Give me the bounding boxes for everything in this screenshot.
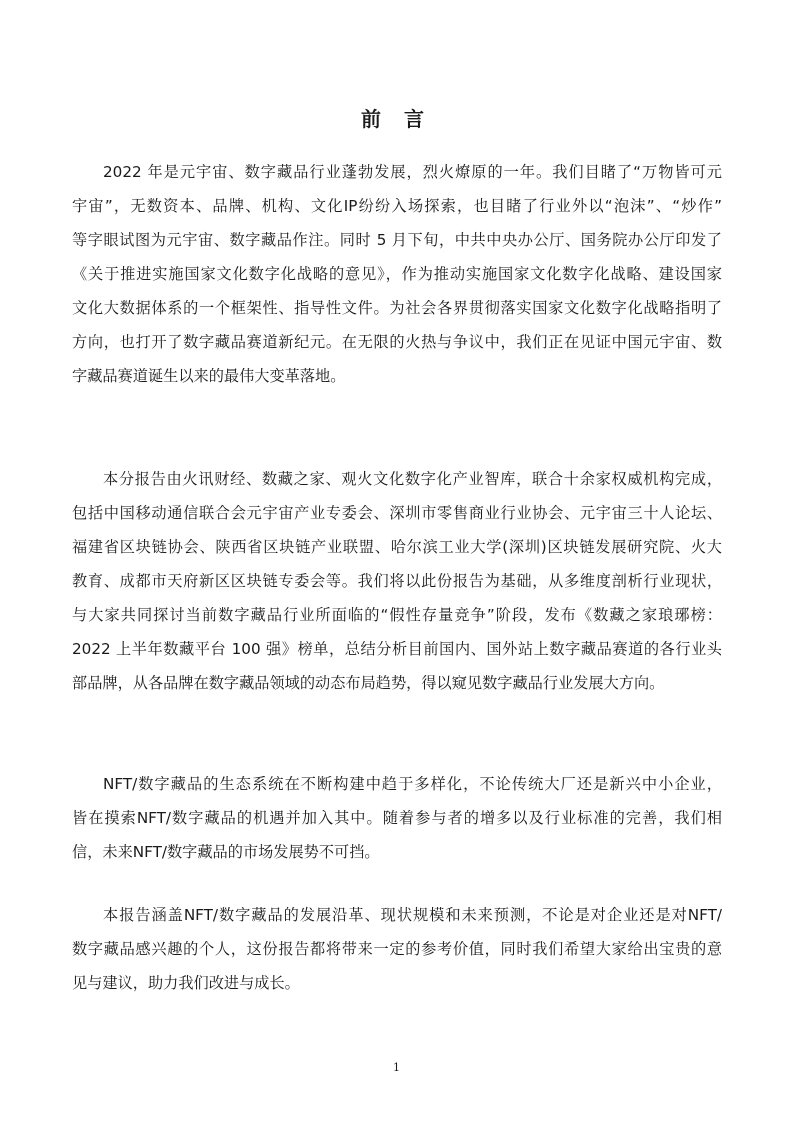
paragraph-line: 本分报告由火讯财经、数藏之家、观火文化数字化产业智库，联合十余家权威机构完成， bbox=[103, 470, 722, 488]
paragraph-line: NFT/数字藏品的生态系统在不断构建中趋于多样化，不论传统大厂还是新兴中小企业， bbox=[103, 775, 722, 793]
paragraph-line: 等字眼试图为元宇宙、数字藏品作注。同时 5 月下旬，中共中央办公厅、国务院办公厅印发了 bbox=[72, 231, 722, 249]
page-number: 1 bbox=[393, 1061, 400, 1074]
paragraph-line: 2022 上半年数藏平台 100 强》榜单，总结分析目前国内、国外站上数字藏品赛道的各行业头 bbox=[72, 640, 722, 658]
paragraph-line: 与大家共同探讨当前数字藏品行业所面临的“假性存量竞争”阶段，发布《数藏之家琅琊榜： bbox=[72, 606, 722, 624]
paragraph-line: 包括中国移动通信联合会元宇宙产业专委会、深圳市零售商业行业协会、元宇宙三十人论坛、 bbox=[72, 504, 722, 522]
paragraph-line: 宇宙”，无数资本、品牌、机构、文化IP纷纷入场探索，也目睹了行业外以“泡沫”、“炒作” bbox=[72, 197, 722, 215]
page-title: 前 言 bbox=[361, 107, 432, 131]
paragraph-2 bbox=[72, 462, 722, 700]
paragraph-line: 部品牌，从各品牌在数字藏品领域的动态布局趋势，得以窥见数字藏品行业发展大方向。 bbox=[72, 674, 665, 692]
paragraph-line: 见与建议，助力我们改进与成长。 bbox=[72, 974, 300, 992]
paragraph-line: 福建省区块链协会、陕西省区块链产业联盟、哈尔滨工业大学(深圳)区块链发展研究院、火大 bbox=[72, 538, 722, 556]
paragraph-4 bbox=[72, 898, 722, 1000]
paragraph-line: 《关于推进实施国家文化数字化战略的意见》，作为推动实施国家文化数字化战略、建设国家 bbox=[72, 265, 722, 283]
paragraph-1 bbox=[72, 155, 722, 393]
paragraph-line: 2022 年是元宇宙、数字藏品行业蓬勃发展，烈火燎原的一年。我们目睹了“万物皆可元 bbox=[103, 163, 722, 181]
paragraph-line: 信，未来NFT/数字藏品的市场发展势不可挡。 bbox=[72, 843, 380, 861]
paragraph-line: 文化大数据体系的一个框架性、指导性文件。为社会各界贯彻落实国家文化数字化战略指明了 bbox=[72, 299, 722, 317]
paragraph-line: 教育、成都市天府新区区块链专委会等。我们将以此份报告为基础，从多维度剖析行业现状， bbox=[72, 572, 722, 590]
paragraph-line: 本报告涵盖NFT/数字藏品的发展沿革、现状规模和未来预测，不论是对企业还是对NFT/ bbox=[103, 906, 722, 924]
paragraph-line: 数字藏品感兴趣的个人，这份报告都将带来一定的参考价值，同时我们希望大家给出宝贵的意 bbox=[72, 940, 722, 958]
paragraph-line: 皆在摸索NFT/数字藏品的机遇并加入其中。随着参与者的增多以及行业标准的完善，我们相 bbox=[72, 809, 722, 827]
paragraph-3 bbox=[72, 767, 722, 869]
paragraph-line: 字藏品赛道诞生以来的最伟大变革落地。 bbox=[72, 367, 346, 385]
paragraph-line: 方向，也打开了数字藏品赛道新纪元。在无限的火热与争议中，我们正在见证中国元宇宙、数 bbox=[72, 333, 722, 351]
